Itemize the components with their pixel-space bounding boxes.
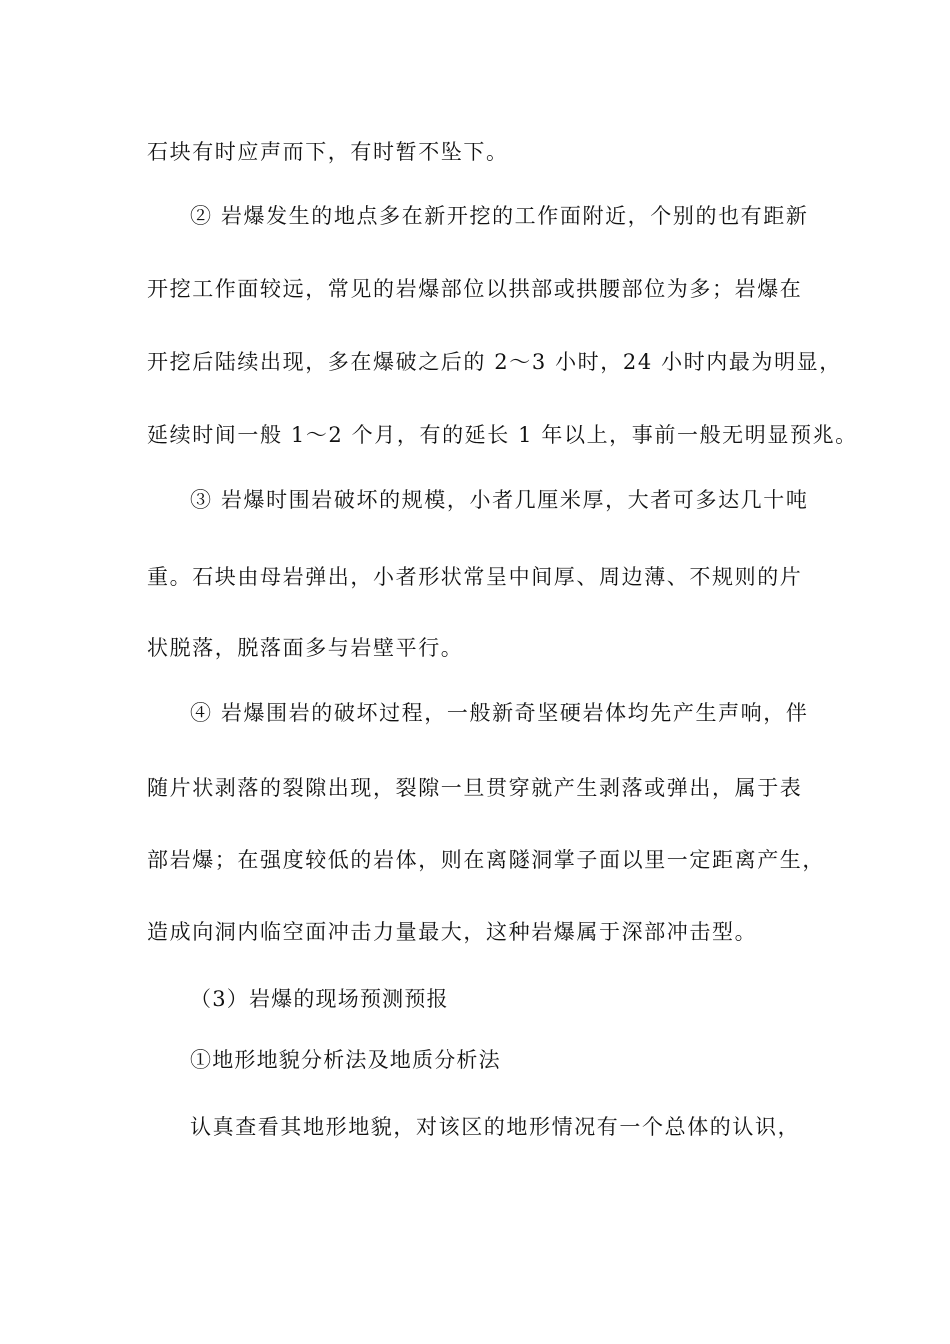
paragraph-line: ③ 岩爆时围岩破坏的规模，小者几厘米厚，大者可多达几十吨: [190, 488, 809, 512]
subsection-heading: ①地形地貌分析法及地质分析法: [190, 1048, 501, 1072]
paragraph-line: 石块有时应声而下，有时暂不坠下。: [147, 140, 509, 164]
paragraph-line: 重。石块由母岩弹出，小者形状常呈中间厚、周边薄、不规则的片: [147, 565, 803, 589]
paragraph-line: 造成向洞内临空面冲击力量最大，这种岩爆属于深部冲击型。: [147, 920, 758, 944]
paragraph-line: ② 岩爆发生的地点多在新开挖的工作面附近，个别的也有距新: [190, 204, 809, 228]
paragraph-line: 开挖工作面较远，常见的岩爆部位以拱部或拱腰部位为多；岩爆在: [147, 277, 803, 301]
section-heading: （3）岩爆的现场预测预报: [190, 987, 449, 1011]
paragraph-line: 认真查看其地形地貌，对该区的地形情况有一个总体的认识，: [190, 1115, 801, 1139]
paragraph-line: 部岩爆；在强度较低的岩体，则在离隧洞掌子面以里一定距离产生，: [147, 848, 825, 872]
paragraph-line: 延续时间一般 1～2 个月，有的延长 1 年以上，事前一般无明显预兆。: [147, 423, 858, 447]
paragraph-line: 状脱落，脱落面多与岩壁平行。: [147, 636, 464, 660]
paragraph-line: 开挖后陆续出现，多在爆破之后的 2～3 小时，24 小时内最为明显，: [147, 350, 842, 374]
paragraph-line: 随片状剥落的裂隙出现，裂隙一旦贯穿就产生剥落或弹出，属于表: [147, 776, 803, 800]
paragraph-line: ④ 岩爆围岩的破坏过程，一般新奇坚硬岩体均先产生声响，伴: [190, 701, 809, 725]
